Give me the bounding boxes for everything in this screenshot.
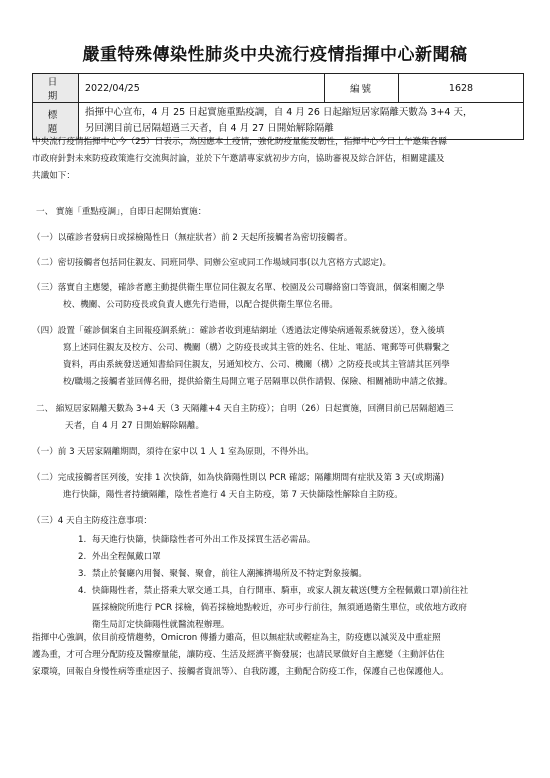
note-text: 每天進行快篩，快篩陰性者可外出工作及採買生活必需品。 xyxy=(92,535,316,545)
note-line: 區採檢院所進行 PCR 採檢，倘若採檢地點較近，亦可步行前往，無須通過衛生單位，或依地方政府 xyxy=(92,603,467,613)
item-line: 資料，再由系統發送通知書給同住親友，另通知校方、公司、機關（構）之防疫長或其主管請其匡列學 xyxy=(63,360,450,370)
item-line: （三）4 天自主防疫注意事項： xyxy=(32,516,152,526)
item-line: （四）設置「確診個案自主回報疫調系統」：確診者收到連結網址（透過法定傳染病通報系統發送），登入後填 xyxy=(32,326,445,336)
date-value: 2022/04/25 xyxy=(79,74,325,103)
section2-item-1 xyxy=(32,444,522,461)
heading-line: 二、 縮短居家隔離天數為 3+4 天（3 天隔離+4 天自主防疫）；自明（26）日起實施，回溯目前已居隔超過三 xyxy=(36,404,454,414)
intro-line: 市政府針對未來防疫政策進行交流與討論，並於下午邀請專家就初步方向，協助審視及綜合評估，相關建議及 xyxy=(32,154,445,164)
note-text-block xyxy=(92,583,468,634)
section2-item-2 xyxy=(32,470,522,504)
list-item xyxy=(78,583,468,634)
number-value: 1628 xyxy=(399,74,524,103)
intro-line: 中央流行疫情指揮中心今（25）日表示，為因應本土疫情，強化防疫量能及韌性，指揮中心今日上午邀集各縣 xyxy=(32,137,447,147)
item-line: 進行快篩，陽性者持續隔離，陰性者進行 4 天自主防疫，第 7 天快篩陰性解除自主防疫。 xyxy=(63,490,403,500)
subject-line: 指揮中心宣布，4 月 25 日起實施重點疫調，自 4 月 26 日起縮短居家隔離天數為 3+4 天， xyxy=(85,107,473,118)
item-line: 校/職場之接觸者並回傳名冊，提供給衛生局開立電子居隔單以供作請假、保險、相關補助申請之依據。 xyxy=(63,377,453,387)
intro-paragraph xyxy=(32,134,522,185)
section1-heading: 一、 實施「重點疫調」，自即日起開始實施： xyxy=(36,207,207,217)
item-line: （一）以確診者發病日或採檢陽性日（無症狀者）前 2 天起所接觸者為密切接觸者。 xyxy=(32,233,353,243)
meta-table xyxy=(32,73,524,140)
section2-item-3 xyxy=(32,513,522,530)
note-number: 2. xyxy=(78,552,87,562)
number-label: 編號 xyxy=(325,74,399,103)
note-number: 1. xyxy=(78,535,87,545)
item-line: 寫上述同住親友及校方、公司、機關（構）之防疫長或其主管的姓名、住址、電話、電郵等可供聯繫之 xyxy=(63,343,450,353)
subject-line: 另回溯目前已居隔超過三天者，自 4 月 27 日開始解除隔離 xyxy=(85,123,334,134)
section1-item-2 xyxy=(32,255,522,272)
section1-item-3 xyxy=(32,280,522,314)
date-label: 日 期 xyxy=(33,74,79,103)
intro-line: 共識如下： xyxy=(32,171,75,181)
heading-line: 天者，自 4 月 27 日開始解除隔離。 xyxy=(65,421,205,431)
item-line: （二）密切接觸者包括同住親友、同班同學、同辦公室或同工作場域同事(以九宮格方式認定)。 xyxy=(32,258,392,268)
section1-item-4 xyxy=(32,323,522,391)
note-line: 快篩陽性者，禁止搭乘大眾交通工具，自行開車、騎車，或家人親友載送(雙方全程佩戴口罩)前往社 xyxy=(92,586,469,596)
note-text: 外出全程佩戴口罩 xyxy=(92,552,161,562)
item-line: （三）落實自主應變，確診者應主動提供衛生單位同住親友名單、校園及公司聯絡窗口等資訊，個案相關之學 xyxy=(32,283,445,293)
section1-item-1 xyxy=(32,230,522,247)
note-text: 禁止於餐廳內用餐、聚餐、聚會，前往人潮擁擠場所及不特定對象接觸。 xyxy=(92,569,368,579)
item-line: （一）前 3 天居家隔離期間，須待在家中以 1 人 1 室為原則，不得外出。 xyxy=(32,447,315,457)
subject-label: 標 題 xyxy=(33,103,79,140)
self-prevention-notes xyxy=(78,532,468,634)
closing-line: 護為重，才可合理分配防疫及醫療量能，讓防疫、生活及經濟平衡發展；也請民眾做好自主應變（主動評估住 xyxy=(32,650,445,660)
closing-line: 家環境，回報自身慢性病等重症因子、接觸者資訊等）、自我防護，主動配合防疫工作，保護自己也保護他人。 xyxy=(32,667,449,677)
list-item xyxy=(78,566,468,583)
item-line: （二）完成接觸者匡列後，安排 1 次快篩，如為快篩陽性則以 PCR 確認；隔離期間有症狀及第 3 天(或期滿) xyxy=(32,473,445,483)
list-item xyxy=(78,549,468,566)
section2-heading xyxy=(36,401,526,435)
page-title: 嚴重特殊傳染性肺炎中央流行疫情指揮中心新聞稿 xyxy=(82,45,468,65)
note-line: 衛生局訂定快篩陽性就醫流程辦理。 xyxy=(92,620,230,630)
note-number: 4. xyxy=(78,586,87,596)
closing-line: 指揮中心強調，依目前疫情趨勢，Omicron 傳播力雖高，但以無症狀或輕症為主，防疫應以減災及中重症照 xyxy=(32,633,441,643)
note-number: 3. xyxy=(78,569,87,579)
list-item xyxy=(78,532,468,549)
item-line: 校、機關、公司防疫長或負責人應先行造冊，以配合提供衛生單位名冊。 xyxy=(63,300,339,310)
closing-paragraph xyxy=(32,630,522,681)
